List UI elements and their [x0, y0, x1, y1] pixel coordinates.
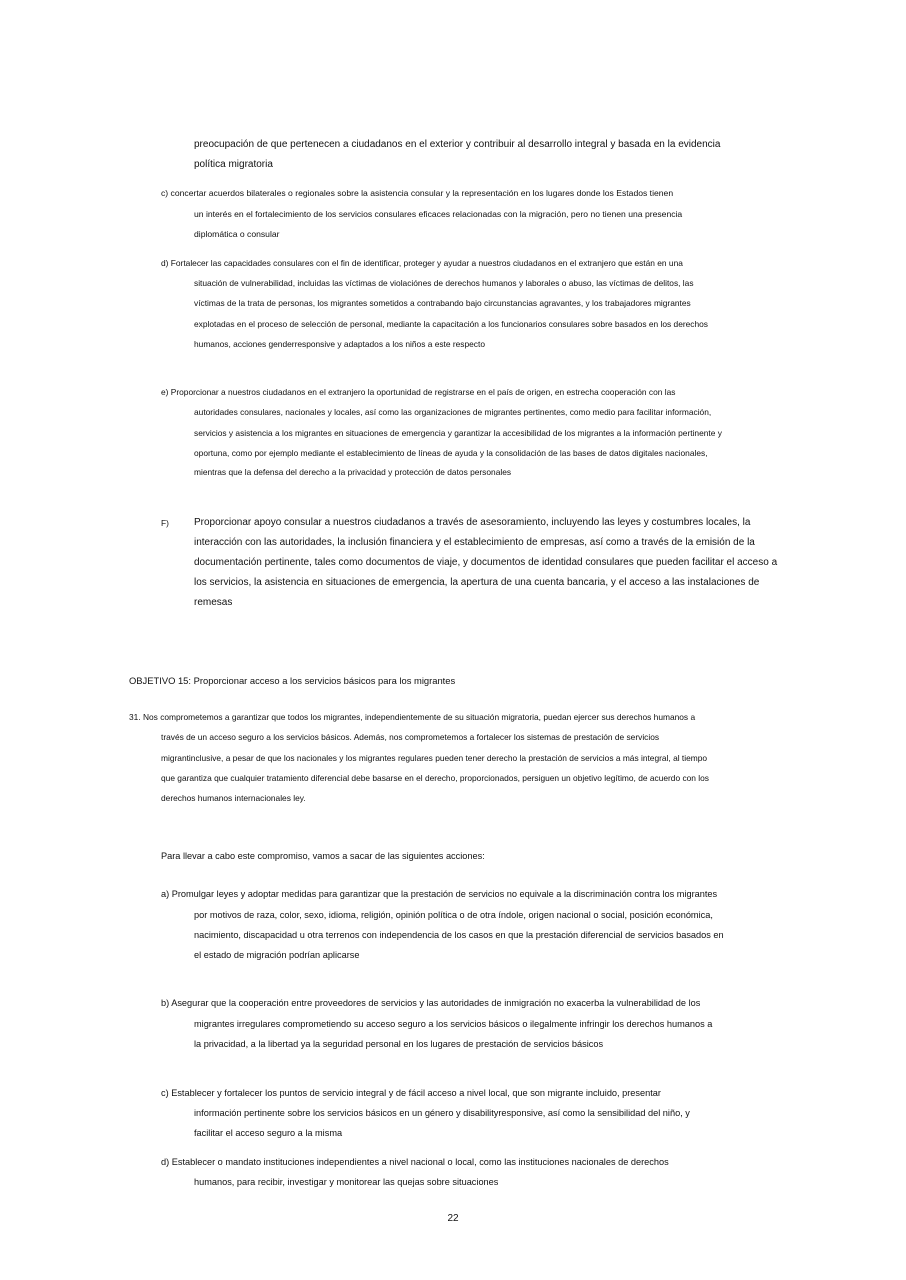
text-line: que garantiza que cualquier tratamiento diferencial debe basarse en el derecho, proporcionados, persiguen un objetivo legítimo, de acuerdo con los: [161, 773, 709, 783]
text-line: c) Establecer y fortalecer los puntos de servicio integral y de fácil acceso a nivel local, que son migrante incluido, presentar: [161, 1088, 661, 1098]
text-line: oportuna, como por ejemplo mediante el establecimiento de líneas de ayuda y la consolidación de las bases de datos digitales nacionales,: [194, 448, 708, 458]
text-line: nacimiento, discapacidad u otra terrenos con independencia de los casos en que la prestación diferencial de servicios basados en: [194, 930, 724, 940]
text-line: un interés en el fortalecimiento de los servicios consulares eficaces relacionadas con la migración, pero no tienen una presencia: [194, 209, 683, 219]
text-line: por motivos de raza, color, sexo, idioma, religión, opinión política o de otra índole, origen nacional o social, posición económica,: [194, 910, 713, 920]
text-line: d) Fortalecer las capacidades consulares con el fin de identificar, proteger y ayudar a nuestros ciudadanos en el extranjero que están en una: [161, 258, 683, 268]
text-line: b) Asegurar que la cooperación entre proveedores de servicios y las autoridades de inmigración no exacerba la vulnerabilidad de los: [161, 998, 701, 1008]
text-line: autoridades consulares, nacionales y locales, así como las organizaciones de migrantes pertinentes, como medio para facilitar información,: [194, 407, 712, 417]
text-line: migrantes irregulares comprometiendo su acceso seguro a los servicios básicos o ilegalmente infringir los derechos humanos a: [194, 1019, 713, 1029]
text-line: documentación pertinente, tales como documentos de viaje, y documentos de identidad consulares que pueden facilitar el acceso a: [194, 557, 778, 568]
text-line: d) Establecer o mandato instituciones independientes a nivel nacional o local, como las instituciones nacionales de derechos: [161, 1157, 669, 1167]
page-number: 22: [447, 1213, 459, 1224]
objective-heading: OBJETIVO 15: Proporcionar acceso a los servicios básicos para los migrantes: [129, 675, 456, 686]
text-line: los servicios, la asistencia en situaciones de emergencia, la apertura de una cuenta bancaria, y el acceso a las instalaciones de: [194, 577, 760, 588]
text-line: humanos, acciones genderresponsive y adaptados a los niños a este respecto: [194, 339, 485, 349]
text-line: remesas: [194, 597, 233, 608]
text-line: migrantinclusive, a pesar de que los nacionales y los migrantes regulares pueden tener derecho la prestación de servicios a más integral, al tiempo: [161, 753, 708, 763]
text-line: interacción con las autoridades, la inclusión financiera y el establecimiento de empresas, así como a través de la emisión de la: [194, 537, 755, 548]
text-line: través de un acceso seguro a los servicios básicos. Además, nos comprometemos a fortalecer los sistemas de prestación de servicios: [161, 732, 660, 742]
text-line: información pertinente sobre los servicios básicos en un género y disabilityresponsive, así como la sensibilidad del niño, y: [194, 1108, 690, 1118]
list-marker: F): [161, 518, 169, 528]
actions-intro: Para llevar a cabo este compromiso, vamos a sacar de las siguientes acciones:: [161, 851, 485, 861]
text-line: facilitar el acceso seguro a la misma: [194, 1128, 343, 1138]
text-line: diplomática o consular: [194, 229, 280, 239]
text-line: política migratoria: [194, 159, 273, 170]
text-line: 31. Nos comprometemos a garantizar que todos los migrantes, independientemente de su situación migratoria, puedan ejercer sus derechos humanos a: [129, 712, 696, 722]
text-line: explotadas en el proceso de selección de personal, mediante la capacitación a los funcionarios consulares sobre basados en los derechos: [194, 319, 708, 329]
text-line: el estado de migración podrían aplicarse: [194, 950, 360, 960]
text-line: a) Promulgar leyes y adoptar medidas para garantizar que la prestación de servicios no equivale a la discriminación contra los migrantes: [161, 889, 718, 899]
text-line: humanos, para recibir, investigar y monitorear las quejas sobre situaciones: [194, 1177, 499, 1187]
text-line: la privacidad, a la libertad ya la seguridad personal en los lugares de prestación de servicios básicos: [194, 1039, 604, 1049]
text-line: c) concertar acuerdos bilaterales o regionales sobre la asistencia consular y la representación en los lugares donde los Estados tienen: [161, 188, 674, 198]
text-line: e) Proporcionar a nuestros ciudadanos en el extranjero la oportunidad de registrarse en el país de origen, en estrecha cooperación con las: [161, 387, 676, 397]
text-line: víctimas de la trata de personas, los migrantes sometidos a contrabando bajo circunstancias agravantes, y los trabajadores migrantes: [194, 298, 691, 308]
text-line: derechos humanos internacionales ley.: [161, 793, 306, 803]
text-line: servicios y asistencia a los migrantes en situaciones de emergencia y garantizar la accesibilidad de los migrantes a la información pertinente y: [194, 428, 722, 438]
text-line: Proporcionar apoyo consular a nuestros ciudadanos a través de asesoramiento, incluyendo las leyes y costumbres locales, la: [194, 517, 751, 528]
text-line: situación de vulnerabilidad, incluidas las víctimas de violaciónes de derechos humanos y laborales o abuso, las víctimas de delitos, las: [194, 278, 694, 288]
text-line: mientras que la defensa del derecho a la privacidad y protección de datos personales: [194, 467, 512, 477]
text-line: preocupación de que pertenecen a ciudadanos en el exterior y contribuir al desarrollo integral y basada en la evidencia: [194, 139, 721, 150]
